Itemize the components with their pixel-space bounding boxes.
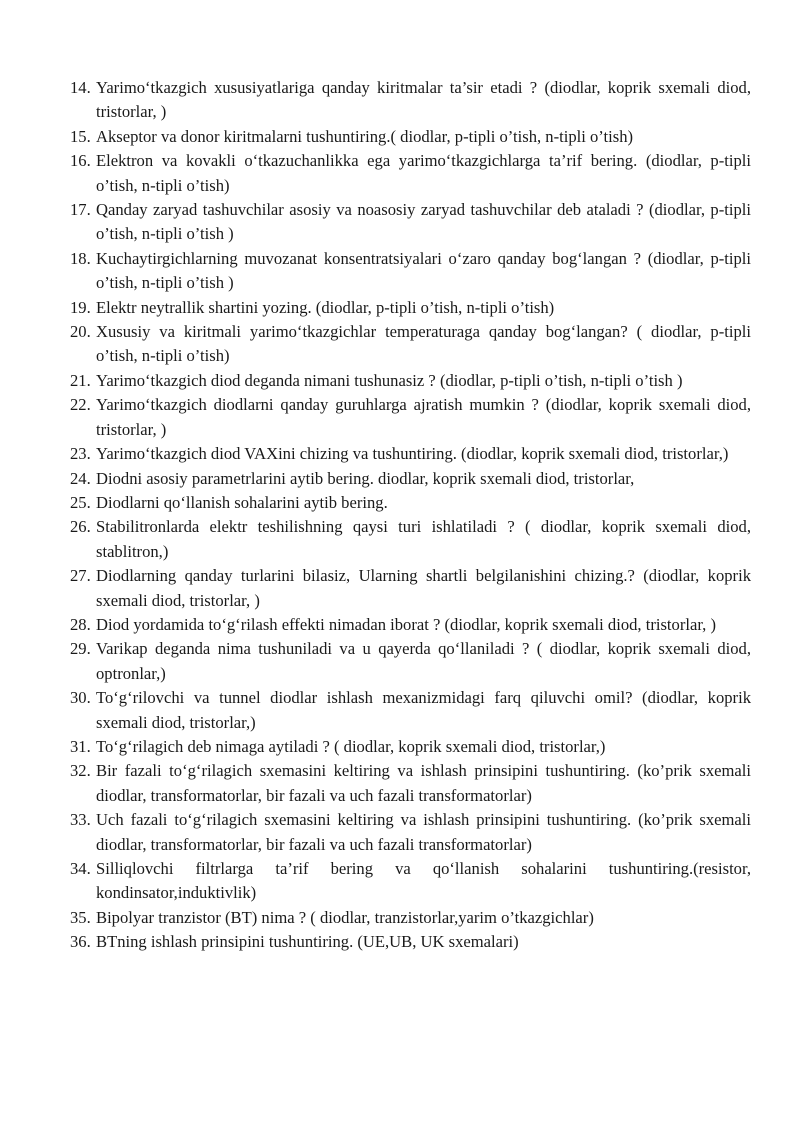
list-item	[70, 857, 751, 906]
question-text: Bipolyar tranzistor (BT) nima ? ( diodlar, tranzistorlar,yarim o’tkazgichlar)	[96, 907, 594, 927]
question-number: 20.	[70, 322, 91, 342]
list-item	[70, 198, 751, 247]
question-text: Qanday zaryad tashuvchilar asosiy va noasosiy zaryad tashuvchilar deb ataladi ? (diodlar, p-tipli o’tish, n-tipli o’tish )	[96, 200, 751, 244]
question-number: 16.	[70, 151, 91, 171]
question-number: 32.	[70, 761, 91, 781]
question-text: Bir fazali to‘g‘rilagich sxemasini keltiring va ishlash prinsipini tushuntiring. (ko’prik sxemali diodlar, transformatorlar, bir fazali va uch fazali transformatorlar)	[96, 761, 751, 805]
list-item	[70, 686, 751, 735]
question-text: Kuchaytirgichlarning muvozanat konsentratsiyalari o‘zaro qanday bog‘langan ? (diodlar, p-tipli o’tish, n-tipli o’tish )	[96, 248, 751, 293]
question-text: Xususiy va kiritmali yarimo‘tkazgichlar temperaturaga qanday bog‘langan? ( diodlar, p-tipli o’tish, n-tipli o’tish)	[96, 322, 751, 366]
list-item	[70, 393, 751, 442]
question-number: 19.	[70, 297, 91, 317]
list-item	[70, 247, 751, 296]
list-item	[70, 759, 751, 808]
list-item	[70, 735, 751, 759]
question-number: 33.	[70, 810, 91, 830]
question-number: 28.	[70, 614, 91, 634]
question-text: Elektr neytrallik shartini yozing. (diodlar, p-tipli o’tish, n-tipli o’tish)	[96, 297, 555, 317]
question-number: 15.	[70, 126, 91, 146]
question-text: Stabilitronlarda elektr teshilishning qaysi turi ishlatiladi ? ( diodlar, koprik sxemali diod, stablitron,)	[96, 517, 751, 561]
question-number: 18.	[70, 248, 91, 268]
question-text: Varikap deganda nima tushuniladi va u qayerda qo‘llaniladi ? ( diodlar, koprik sxemali diod, optronlar,)	[96, 639, 751, 683]
question-number: 17.	[70, 200, 91, 220]
question-number: 35.	[70, 907, 91, 927]
list-item	[70, 467, 751, 491]
question-text: Silliqlovchi filtrlarga ta’rif bering va qo‘llanish sohalarini tushuntiring.(resistor, kondinsator,induktivlik)	[96, 859, 751, 903]
list-item	[70, 369, 751, 393]
list-item	[70, 637, 751, 686]
question-number: 25.	[70, 492, 91, 512]
question-number: 30.	[70, 688, 91, 708]
question-list	[70, 76, 751, 955]
list-item	[70, 125, 751, 149]
question-number: 14.	[70, 78, 91, 97]
question-text: Yarimo‘tkazgich diod deganda nimani tushunasiz ? (diodlar, p-tipli o’tish, n-tipli o’tish )	[96, 370, 683, 390]
list-item	[70, 613, 751, 637]
question-text: Diod yordamida to‘g‘rilash effekti nimadan iborat ? (diodlar, koprik sxemali diod, tristorlar, )	[96, 614, 717, 634]
question-number: 36.	[70, 932, 91, 952]
list-item	[70, 906, 751, 930]
question-number: 26.	[70, 517, 91, 537]
list-item	[70, 76, 751, 125]
question-text: Yarimo‘tkazgich xususiyatlariga qanday kiritmalar ta’sir etadi ? (diodlar, koprik sxemali diod, tristorlar, )	[96, 78, 751, 122]
question-text: To‘g‘rilovchi va tunnel diodlar ishlash mexanizmidagi farq qiluvchi omil? (diodlar, koprik sxemali diod, tristorlar,)	[96, 688, 751, 732]
question-number: 21.	[70, 370, 91, 390]
question-text: Diodlarning qanday turlarini bilasiz, Ularning shartli belgilanishini chizing.? (diodlar, koprik sxemali diod, tristorlar, )	[96, 566, 751, 610]
question-text: Yarimo‘tkazgich diodlarni qanday guruhlarga ajratish mumkin ? (diodlar, koprik sxemali diod, tristorlar, )	[96, 395, 751, 439]
list-item	[70, 515, 751, 564]
question-text: BTning ishlash prinsipini tushuntiring. (UE,UB, UK sxemalari)	[96, 932, 519, 952]
question-number: 23.	[70, 444, 91, 464]
question-number: 31.	[70, 736, 91, 756]
question-number: 22.	[70, 395, 91, 415]
list-item	[70, 320, 751, 369]
list-item	[70, 491, 751, 515]
question-number: 27.	[70, 566, 91, 586]
list-item	[70, 930, 751, 954]
question-text: Elektron va kovakli o‘tkazuchanlikka ega yarimo‘tkazgichlarga ta’rif bering. (diodlar, p-tipli o’tish, n-tipli o’tish)	[96, 151, 751, 195]
list-item	[70, 296, 751, 320]
question-text: Uch fazali to‘g‘rilagich sxemasini keltiring va ishlash prinsipini tushuntiring. (ko’prik sxemali diodlar, transformatorlar, bir fazali va uch fazali transformatorlar)	[96, 810, 751, 854]
question-number: 34.	[70, 859, 91, 878]
question-number: 29.	[70, 639, 91, 659]
list-item	[70, 564, 751, 613]
question-text: Diodni asosiy parametrlarini aytib bering. diodlar, koprik sxemali diod, tristorlar,	[96, 468, 635, 488]
question-text: To‘g‘rilagich deb nimaga aytiladi ? ( diodlar, koprik sxemali diod, tristorlar,)	[96, 736, 606, 756]
question-text: Yarimo‘tkazgich diod VAXini chizing va tushuntiring. (diodlar, koprik sxemali diod, tristorlar,)	[96, 444, 729, 464]
question-number: 24.	[70, 468, 91, 488]
question-text: Diodlarni qo‘llanish sohalarini aytib bering.	[96, 492, 388, 512]
list-item	[70, 442, 751, 466]
question-text: Akseptor va donor kiritmalarni tushuntiring.( diodlar, p-tipli o’tish, n-tipli o’tish)	[96, 126, 634, 146]
list-item	[70, 149, 751, 198]
list-item	[70, 808, 751, 857]
